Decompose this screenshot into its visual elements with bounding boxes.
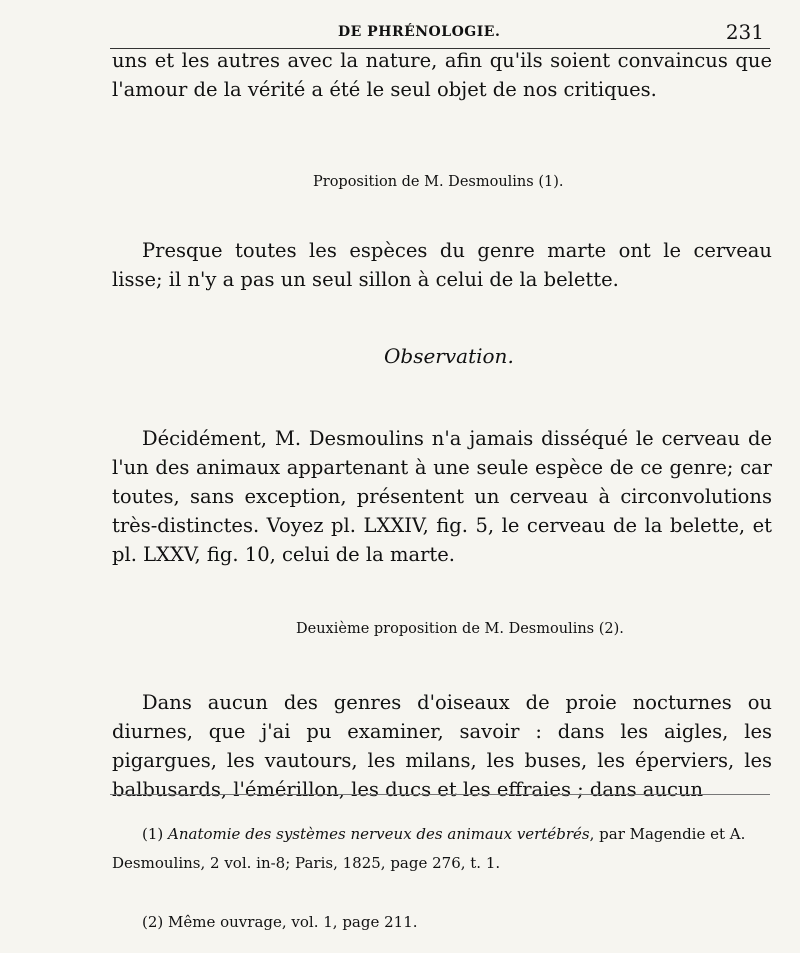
- footnote-1-marker: (1): [142, 825, 164, 843]
- footnote-1-title: Anatomie des systèmes nerveux des animaux vertébrés: [168, 825, 590, 843]
- paragraph-2: Presque toutes les espèces du genre marte ont le cerveau lisse; il n'y a pas un seul sillon à celui de la belette.: [112, 239, 772, 291]
- running-head: DE PHRÉNOLOGIE.: [338, 24, 501, 40]
- footnote-1-rest: , par Magendie et A. Desmoulins, 2 vol. in-8; Paris, 1825, page 276, t. 1.: [112, 825, 746, 872]
- footnote-1: [112, 820, 772, 878]
- proposition-2-heading: Deuxième proposition de M. Desmoulins (2).: [296, 621, 624, 637]
- footnote-rule: [110, 794, 770, 795]
- proposition-1-heading: Proposition de M. Desmoulins (1).: [313, 174, 564, 190]
- page-header: [110, 22, 770, 49]
- footnote-2: (2) Même ouvrage, vol. 1, page 211.: [142, 913, 418, 931]
- page-number: 231: [725, 20, 764, 44]
- paragraph-4: Dans aucun des genres d'oiseaux de proie nocturnes ou diurnes, que j'ai pu examiner, savoir : dans les aigles, les pigargues, les vautours, les milans, les buses, les éperviers, les balbusards, l'émérillon, les ducs et les effraies ; dans aucun: [112, 691, 772, 801]
- observation-heading: Observation.: [384, 344, 514, 368]
- paragraph-1: uns et les autres avec la nature, afin qu'ils soient convaincus que l'amour de la vérité a été le seul objet de nos critiques.: [112, 49, 772, 101]
- paragraph-3: Décidément, M. Desmoulins n'a jamais disséqué le cerveau de l'un des animaux appartenant à une seule espèce de ce genre; car toutes, sans exception, présentent un cerveau à circonvolutions très-distinctes. Voyez pl. LXXIV, fig. 5, le cerveau de la belette, et pl. LXXV, fig. 10, celui de la marte.: [112, 427, 772, 566]
